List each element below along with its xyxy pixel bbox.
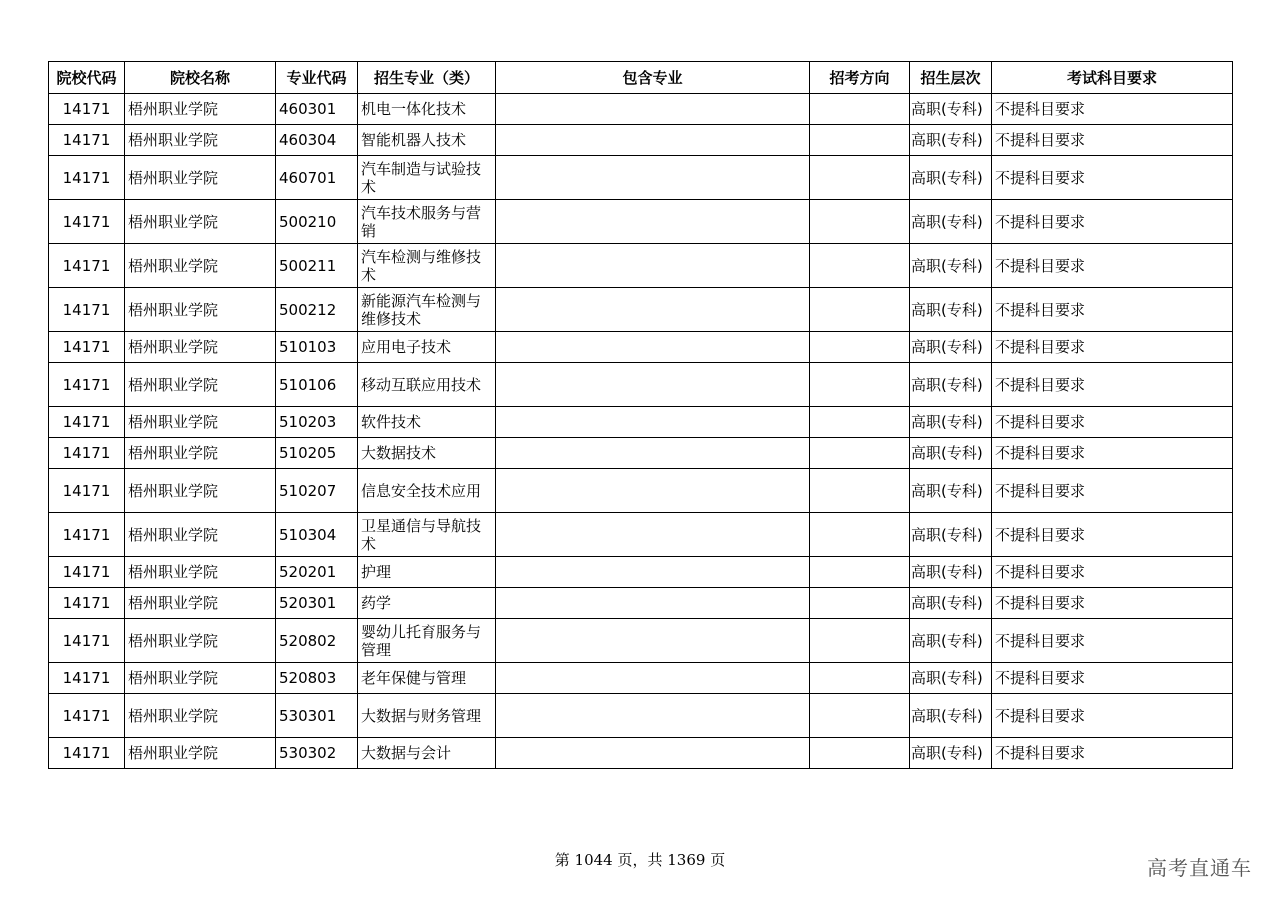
requirement-cell: 不提科目要求 [992, 513, 1233, 557]
school-name-cell: 梧州职业学院 [125, 619, 276, 663]
level-cell: 高职(专科) [910, 244, 992, 288]
school-name-cell: 梧州职业学院 [125, 332, 276, 363]
requirement-cell: 不提科目要求 [992, 332, 1233, 363]
major-cell: 汽车制造与试验技术 [358, 156, 496, 200]
major-code-cell: 500210 [276, 200, 358, 244]
school-code-cell: 14171 [49, 588, 125, 619]
school-name-cell: 梧州职业学院 [125, 156, 276, 200]
school-code-cell: 14171 [49, 619, 125, 663]
school-name-cell: 梧州职业学院 [125, 200, 276, 244]
major-code-cell: 500211 [276, 244, 358, 288]
major-code-cell: 520301 [276, 588, 358, 619]
major-code-cell: 460701 [276, 156, 358, 200]
included-majors-cell [496, 438, 810, 469]
requirement-cell: 不提科目要求 [992, 469, 1233, 513]
included-majors-cell [496, 200, 810, 244]
included-majors-cell [496, 94, 810, 125]
major-code-cell: 510106 [276, 363, 358, 407]
header-included-majors: 包含专业 [496, 62, 810, 94]
level-cell: 高职(专科) [910, 469, 992, 513]
table-row [49, 156, 1233, 200]
table-row [49, 663, 1233, 694]
requirement-cell: 不提科目要求 [992, 619, 1233, 663]
school-code-cell: 14171 [49, 557, 125, 588]
table-row [49, 244, 1233, 288]
school-name-cell: 梧州职业学院 [125, 288, 276, 332]
major-cell: 汽车检测与维修技术 [358, 244, 496, 288]
major-code-cell: 520802 [276, 619, 358, 663]
school-name-cell: 梧州职业学院 [125, 588, 276, 619]
table-row [49, 407, 1233, 438]
major-cell: 软件技术 [358, 407, 496, 438]
school-code-cell: 14171 [49, 513, 125, 557]
included-majors-cell [496, 694, 810, 738]
major-code-cell: 520803 [276, 663, 358, 694]
table-row [49, 588, 1233, 619]
direction-cell [810, 332, 910, 363]
major-cell: 智能机器人技术 [358, 125, 496, 156]
major-cell: 老年保健与管理 [358, 663, 496, 694]
requirement-cell: 不提科目要求 [992, 588, 1233, 619]
included-majors-cell [496, 588, 810, 619]
level-cell: 高职(专科) [910, 619, 992, 663]
direction-cell [810, 200, 910, 244]
direction-cell [810, 244, 910, 288]
included-majors-cell [496, 156, 810, 200]
level-cell: 高职(专科) [910, 407, 992, 438]
included-majors-cell [496, 244, 810, 288]
table-row [49, 513, 1233, 557]
table-header-row [49, 62, 1233, 94]
watermark: 高考直通车 [1147, 856, 1252, 880]
major-code-cell: 510205 [276, 438, 358, 469]
header-school-code: 院校代码 [49, 62, 125, 94]
included-majors-cell [496, 619, 810, 663]
school-name-cell: 梧州职业学院 [125, 663, 276, 694]
direction-cell [810, 438, 910, 469]
header-level: 招生层次 [910, 62, 992, 94]
level-cell: 高职(专科) [910, 125, 992, 156]
table-row [49, 619, 1233, 663]
requirement-cell: 不提科目要求 [992, 288, 1233, 332]
school-code-cell: 14171 [49, 363, 125, 407]
requirement-cell: 不提科目要求 [992, 94, 1233, 125]
major-cell: 大数据技术 [358, 438, 496, 469]
table-row [49, 438, 1233, 469]
table-row [49, 363, 1233, 407]
school-name-cell: 梧州职业学院 [125, 738, 276, 769]
major-code-cell: 500212 [276, 288, 358, 332]
school-code-cell: 14171 [49, 94, 125, 125]
major-code-cell: 510103 [276, 332, 358, 363]
table-row [49, 332, 1233, 363]
level-cell: 高职(专科) [910, 94, 992, 125]
table-row [49, 738, 1233, 769]
school-code-cell: 14171 [49, 125, 125, 156]
direction-cell [810, 469, 910, 513]
direction-cell [810, 663, 910, 694]
table-row [49, 557, 1233, 588]
level-cell: 高职(专科) [910, 332, 992, 363]
requirement-cell: 不提科目要求 [992, 407, 1233, 438]
included-majors-cell [496, 469, 810, 513]
major-cell: 大数据与财务管理 [358, 694, 496, 738]
requirement-cell: 不提科目要求 [992, 200, 1233, 244]
table-row [49, 94, 1233, 125]
direction-cell [810, 156, 910, 200]
major-cell: 药学 [358, 588, 496, 619]
requirement-cell: 不提科目要求 [992, 438, 1233, 469]
school-name-cell: 梧州职业学院 [125, 125, 276, 156]
included-majors-cell [496, 557, 810, 588]
table-row [49, 469, 1233, 513]
included-majors-cell [496, 288, 810, 332]
direction-cell [810, 125, 910, 156]
school-code-cell: 14171 [49, 244, 125, 288]
direction-cell [810, 588, 910, 619]
school-name-cell: 梧州职业学院 [125, 438, 276, 469]
school-code-cell: 14171 [49, 288, 125, 332]
included-majors-cell [496, 332, 810, 363]
major-cell: 大数据与会计 [358, 738, 496, 769]
school-code-cell: 14171 [49, 407, 125, 438]
requirement-cell: 不提科目要求 [992, 156, 1233, 200]
level-cell: 高职(专科) [910, 200, 992, 244]
school-name-cell: 梧州职业学院 [125, 694, 276, 738]
major-cell: 新能源汽车检测与维修技术 [358, 288, 496, 332]
included-majors-cell [496, 513, 810, 557]
major-cell: 卫星通信与导航技术 [358, 513, 496, 557]
level-cell: 高职(专科) [910, 557, 992, 588]
major-cell: 移动互联应用技术 [358, 363, 496, 407]
direction-cell [810, 738, 910, 769]
major-cell: 机电一体化技术 [358, 94, 496, 125]
school-code-cell: 14171 [49, 738, 125, 769]
enrollment-table [48, 61, 1233, 769]
school-code-cell: 14171 [49, 469, 125, 513]
school-code-cell: 14171 [49, 663, 125, 694]
major-cell: 信息安全技术应用 [358, 469, 496, 513]
included-majors-cell [496, 363, 810, 407]
header-major-code: 专业代码 [276, 62, 358, 94]
level-cell: 高职(专科) [910, 513, 992, 557]
table-row [49, 200, 1233, 244]
major-cell: 汽车技术服务与营销 [358, 200, 496, 244]
level-cell: 高职(专科) [910, 663, 992, 694]
requirement-cell: 不提科目要求 [992, 125, 1233, 156]
major-code-cell: 520201 [276, 557, 358, 588]
school-name-cell: 梧州职业学院 [125, 557, 276, 588]
requirement-cell: 不提科目要求 [992, 244, 1233, 288]
school-code-cell: 14171 [49, 694, 125, 738]
major-code-cell: 510207 [276, 469, 358, 513]
school-name-cell: 梧州职业学院 [125, 363, 276, 407]
level-cell: 高职(专科) [910, 156, 992, 200]
requirement-cell: 不提科目要求 [992, 363, 1233, 407]
table-row [49, 125, 1233, 156]
header-direction: 招考方向 [810, 62, 910, 94]
school-name-cell: 梧州职业学院 [125, 244, 276, 288]
school-code-cell: 14171 [49, 156, 125, 200]
direction-cell [810, 407, 910, 438]
included-majors-cell [496, 407, 810, 438]
major-code-cell: 530302 [276, 738, 358, 769]
requirement-cell: 不提科目要求 [992, 663, 1233, 694]
table-row [49, 288, 1233, 332]
requirement-cell: 不提科目要求 [992, 738, 1233, 769]
level-cell: 高职(专科) [910, 588, 992, 619]
requirement-cell: 不提科目要求 [992, 694, 1233, 738]
major-code-cell: 460301 [276, 94, 358, 125]
major-code-cell: 460304 [276, 125, 358, 156]
school-code-cell: 14171 [49, 332, 125, 363]
direction-cell [810, 513, 910, 557]
level-cell: 高职(专科) [910, 438, 992, 469]
level-cell: 高职(专科) [910, 694, 992, 738]
major-code-cell: 510203 [276, 407, 358, 438]
school-name-cell: 梧州职业学院 [125, 469, 276, 513]
major-cell: 护理 [358, 557, 496, 588]
level-cell: 高职(专科) [910, 363, 992, 407]
direction-cell [810, 288, 910, 332]
major-cell: 婴幼儿托育服务与管理 [358, 619, 496, 663]
direction-cell [810, 94, 910, 125]
requirement-cell: 不提科目要求 [992, 557, 1233, 588]
school-code-cell: 14171 [49, 438, 125, 469]
page-number: 第 1044 页，共 1369 页 [554, 851, 726, 869]
header-major: 招生专业（类） [358, 62, 496, 94]
major-code-cell: 510304 [276, 513, 358, 557]
direction-cell [810, 363, 910, 407]
school-code-cell: 14171 [49, 200, 125, 244]
major-code-cell: 530301 [276, 694, 358, 738]
included-majors-cell [496, 738, 810, 769]
level-cell: 高职(专科) [910, 738, 992, 769]
header-school-name: 院校名称 [125, 62, 276, 94]
table-body [49, 94, 1233, 769]
school-name-cell: 梧州职业学院 [125, 407, 276, 438]
header-requirement: 考试科目要求 [992, 62, 1233, 94]
major-cell: 应用电子技术 [358, 332, 496, 363]
direction-cell [810, 694, 910, 738]
included-majors-cell [496, 663, 810, 694]
level-cell: 高职(专科) [910, 288, 992, 332]
direction-cell [810, 619, 910, 663]
school-name-cell: 梧州职业学院 [125, 513, 276, 557]
included-majors-cell [496, 125, 810, 156]
direction-cell [810, 557, 910, 588]
table-row [49, 694, 1233, 738]
school-name-cell: 梧州职业学院 [125, 94, 276, 125]
